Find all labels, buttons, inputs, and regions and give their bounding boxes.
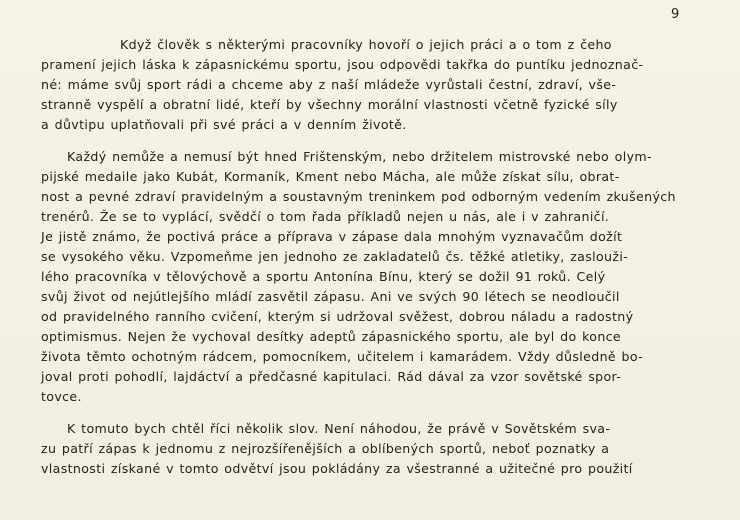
paragraph-2-line-6: se vysokého věku. Vzpomeňme jen jednoho ze zakladatelů čs. těžké atletiky, zaslouži- bbox=[41, 249, 629, 264]
paragraph-3-line-2: zu patří zápas k jednomu z nejrozšířenějších a oblíbených sportů, neboť poznatky a bbox=[41, 441, 610, 456]
paragraph-3-line-3: vlastnosti získané v tomto odvětví jsou pokládány za všestranné a užitečné pro použití bbox=[41, 461, 633, 476]
paragraph-1-line-3: né: máme svůj sport rádi a chceme aby z naší mládeže vyrůstali čestní, zdraví, vše- bbox=[41, 77, 617, 92]
paragraph-2-line-5: Je jistě známo, že poctivá práce a příprava v zápase dala mnohým vyznavačům dožít bbox=[41, 229, 623, 244]
paragraph-2-line-2: pijské medaile jako Kubát, Kormaník, Kment nebo Mácha, ale může získat sílu, obrat- bbox=[41, 169, 620, 184]
paragraph-2-line-1: Každý nemůže a nemusí být hned Frištenským, nebo držitelem mistrovské nebo olym- bbox=[67, 149, 652, 164]
paragraph-2-line-11: života těmto ochotným rádcem, pomocníkem, učitelem i kamarádem. Vždy důsledně bo- bbox=[41, 349, 644, 364]
paragraph-2-line-10: optimismus. Nejen že vychoval desítky adeptů zápasnického sportu, ale byl do konce bbox=[41, 329, 622, 344]
paragraph-1-line-4: stranně vyspělí a obratní lidé, kteří by všechny morální vlastnosti včetně fyzické síly bbox=[41, 97, 618, 112]
paragraph-3-line-1: K tomuto bych chtěl říci několik slov. Není náhodou, že právě v Sovětském sva- bbox=[67, 421, 611, 436]
paragraph-1-line-2: pramení jejich láska k zápasnickému sportu, jsou odpovědi takřka do puntíku jednoznač- bbox=[41, 57, 644, 72]
paragraph-2-line-13: tovce. bbox=[41, 389, 82, 404]
paragraph-2-line-8: svůj život od nejútlejšího mládí zasvětil zápasu. Ani ve svých 90 létech se neodloučil bbox=[41, 289, 620, 304]
paragraph-2-line-3: nost a pevné zdraví pravidelným a soustavným treninkem pod odborným vedením zkušených bbox=[41, 189, 676, 204]
paragraph-1-line-5: a důvtipu uplatňovali při své práci a v denním životě. bbox=[41, 117, 407, 132]
paragraph-2-line-7: lého pracovníka v tělovýchově a sportu Antonína Bínu, který se dožil 91 roků. Celý bbox=[41, 269, 606, 284]
page-number: 9 bbox=[671, 7, 680, 22]
paragraph-2-line-12: joval proti pohodlí, lajdáctví a předčasné kapitulaci. Rád dával za vzor sovětské spor- bbox=[41, 369, 622, 384]
paragraph-2-line-9: od pravidelného ranního cvičení, kterým si udržoval svěžest, dobrou náladu a radostný bbox=[41, 309, 634, 324]
paragraph-1-line-1: Když člověk s některými pracovníky hovoří o jejich práci a o tom z čeho bbox=[120, 37, 612, 52]
paragraph-2-line-4: trenérů. Že se to vyplácí, svědčí o tom řada příkladů nejen u nás, ale i v zahraničí. bbox=[41, 209, 610, 224]
